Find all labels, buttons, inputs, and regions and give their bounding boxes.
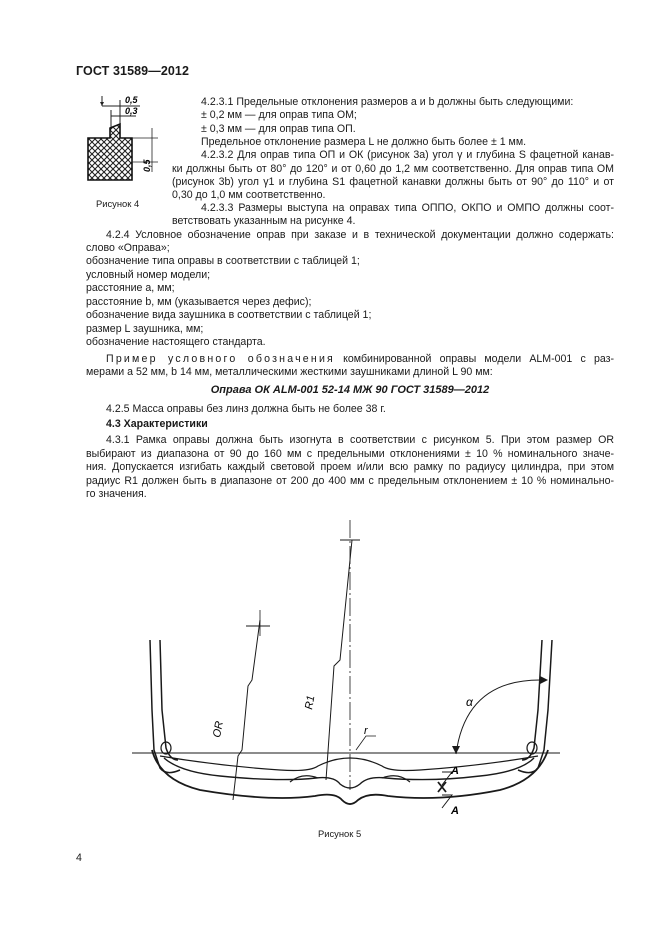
para-4232-line1: 4.2.3.2 Для оправ типа ОП и ОК (рисунок 3а) угол γ и глубина S фацетной канав- [201, 149, 614, 161]
para-4231-line3: ± 0,3 мм — для оправ типа ОП. [201, 123, 356, 135]
list-item: обозначение настоящего стандарта. [86, 336, 266, 348]
list-item: расстояние a, мм; [86, 282, 175, 294]
para-431-line2: выбирают из диапазона от 90 до 160 мм с предельными отклонениями ± 10 % номинального значе- [86, 448, 614, 460]
para-431-line4: радиус R1 должен быть в диапазоне от 200 до 400 мм с предельным отклонением ± 10 % номинально- [86, 475, 614, 487]
example-line [106, 353, 614, 366]
figure-4-caption: Рисунок 4 [96, 198, 140, 209]
para-4232-line2: ки должны быть от 80° до 120° и от 0,60 до 1,2 мм соответственно. Для оправ типа ОМ [172, 163, 614, 175]
para-4231-line4: Предельное отклонение размера L не должно быть более ± 1 мм. [201, 136, 527, 148]
list-item: размер L заушника, мм; [86, 323, 204, 335]
example-line2: мерами a 52 мм, b 14 мм, металлическими жесткими заушниками длиной L 90 мм: [86, 366, 493, 378]
para-4232-line4: 0,30 до 1,0 мм соответственно. [172, 189, 326, 201]
para-4233-line1: 4.2.3.3 Размеры выступа на оправах типа ОППО, ОКПО и ОМПО должны соот- [201, 202, 614, 214]
figure-5 [120, 510, 570, 830]
fig5-label-or: OR [211, 720, 226, 739]
para-4231-line2: ± 0,2 мм — для оправ типа ОМ; [201, 109, 357, 121]
para-431-line3: ния. Допускается изгибать каждый световой проем и/или всю рамку по радиусу цилиндра, при этом [86, 461, 614, 473]
figure-4 [80, 88, 170, 198]
fig4-dim-top: 0,5 [125, 95, 138, 105]
fig4-dim-side: 0,5 [142, 159, 152, 172]
fig4-dim-mid: 0,3 [125, 106, 138, 116]
example-text: комбинированной оправы модели ALM-001 с раз- [335, 353, 614, 365]
list-item: условный номер модели; [86, 269, 211, 281]
para-424-line1: 4.2.4 Условное обозначение оправ при заказе и в технической документации должно содержать: [106, 229, 614, 241]
fig5-label-r1: R1 [303, 694, 318, 711]
fig5-label-r: r [364, 725, 368, 737]
list-item: обозначение вида заушника в соответствии с таблицей 1; [86, 309, 372, 321]
para-425: 4.2.5 Масса оправы без линз должна быть не более 38 г. [106, 403, 386, 415]
fig5-label-alpha: α [466, 695, 473, 709]
page-header: ГОСТ 31589—2012 [76, 64, 190, 78]
example-label: Пример условного обозначения [106, 353, 335, 365]
para-4232-line3: (рисунок 3b) угол γ1 и глубина S1 фацетной канавки должны быть от 90° до 110° и от [172, 176, 614, 188]
designation-example: Оправа ОК ALM-001 52-14 МЖ 90 ГОСТ 31589—2012 [210, 384, 490, 396]
para-4233-line2: ветствовать указанным на рисунке 4. [172, 215, 356, 227]
para-431-line1: 4.3.1 Рамка оправы должна быть изогнута в соответствии с рисунком 5. При этом размер OR [106, 434, 614, 446]
fig5-label-a-top: A [451, 765, 459, 777]
figure-5-caption: Рисунок 5 [318, 828, 362, 839]
para-4231-line1: 4.2.3.1 Предельные отклонения размеров a и b должны быть следующими: [201, 96, 574, 108]
list-item: расстояние b, мм (указывается через дефис); [86, 296, 312, 308]
page-number: 4 [76, 852, 82, 864]
para-431-line5: го значения. [86, 488, 147, 500]
section-43-title: 4.3 Характеристики [106, 418, 208, 430]
list-item: слово «Оправа»; [86, 242, 170, 254]
list-item: обозначение типа оправы в соответствии с таблицей 1; [86, 255, 360, 267]
fig5-label-a-bottom: A [451, 805, 459, 817]
